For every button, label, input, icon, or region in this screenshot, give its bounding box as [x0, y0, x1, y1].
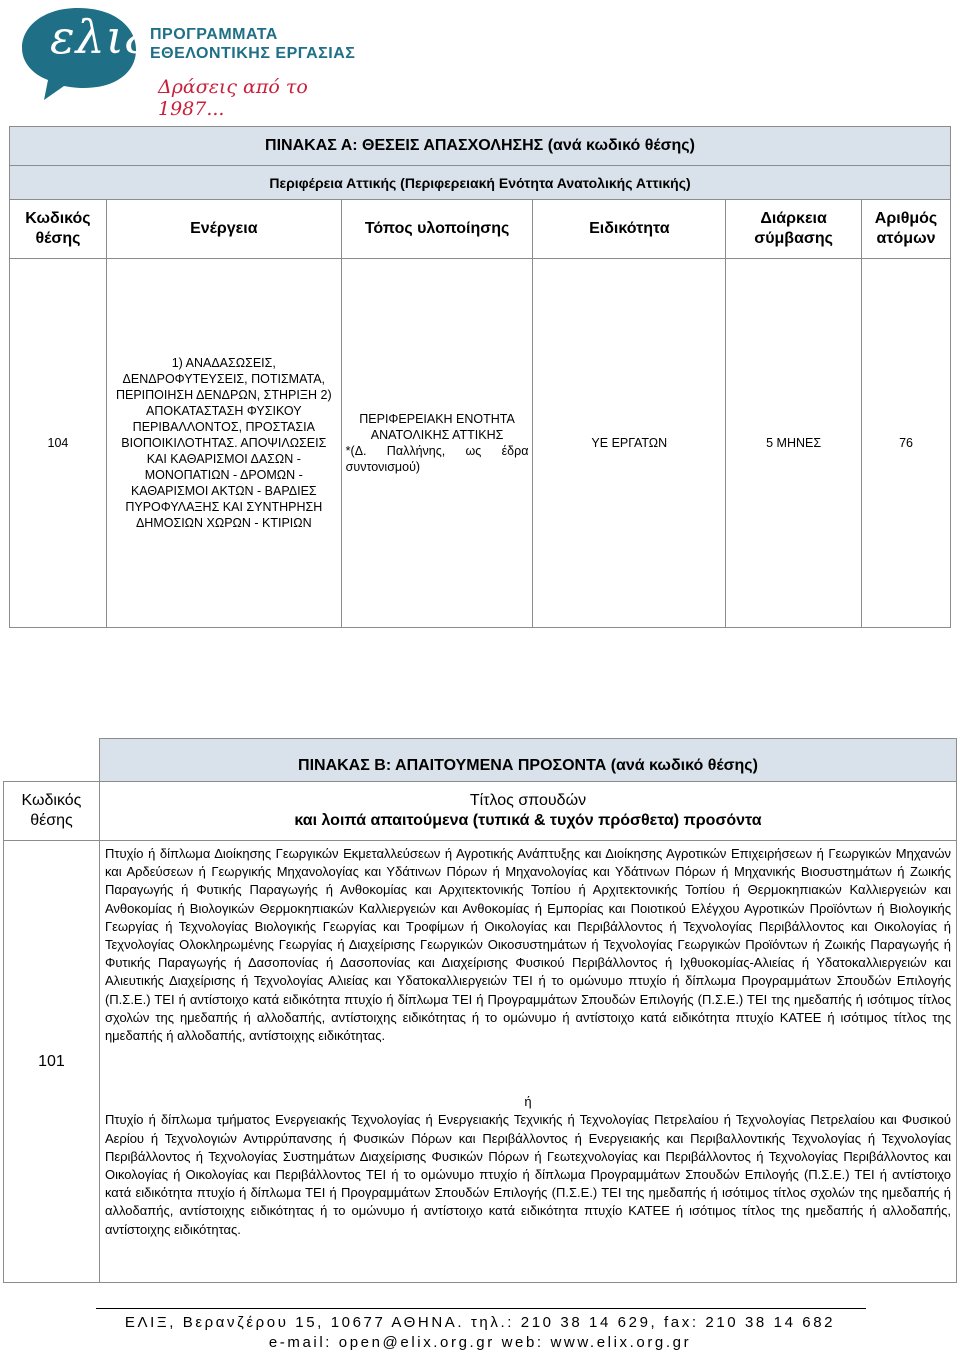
footer-contact: e-mail: open@elix.org.gr web: www.elix.org.gr — [268, 1334, 692, 1351]
header-action: Ενέργεια — [106, 200, 341, 259]
table-row — [4, 841, 957, 1283]
header-persons: Αριθμός ατόμων — [862, 200, 951, 259]
header-specialty: Ειδικότητα — [533, 200, 726, 259]
place-main: ΠΕΡΙΦΕΡΕΙΑΚΗ ΕΝΟΤΗΤΑ ΑΝΑΤΟΛΙΚΗΣ ΑΤΤΙΚΗΣ — [359, 412, 515, 442]
header-place: Τόπος υλοποίησης — [341, 200, 533, 259]
header-code: Κωδικός θέσης — [10, 200, 107, 259]
header-requirements — [99, 782, 956, 841]
table-a-title: ΠΙΝΑΚΑΣ Α: ΘΕΣΕΙΣ ΑΠΑΣΧΟΛΗΣΗΣ (ανά κωδικό θέσης) — [10, 127, 951, 166]
or-separator: ή — [524, 1094, 532, 1110]
cell-place — [341, 259, 533, 628]
footer-address: ΕΛΙΞ, Βερανζέρου 15, 10677 ΑΘΗΝΑ. τηλ.: 210 38 14 629, fax: 210 38 14 682 — [124, 1314, 836, 1331]
table-b-title: ΠΙΝΑΚΑΣ Β: ΑΠΑΙΤΟΥΜΕΝΑ ΠΡΟΣΟΝΤΑ (ανά κωδικό θέσης) — [99, 739, 956, 782]
cell-requirements — [99, 841, 956, 1283]
cell-action: 1) ΑΝΑΔΑΣΩΣΕΙΣ, ΔΕΝΔΡΟΦΥΤΕΥΣΕΙΣ, ΠΟΤΙΣΜΑΤΑ, ΠΕΡΙΠΟΙΗΣΗ ΔΕΝΔΡΩΝ, ΣΤΗΡΙΞΗ 2) ΑΠΟΚΑΤΑΣΤΑΣΗ ΦΥΣΙΚΟΥ ΠΕΡΙΒΑΛΛΟΝΤΟΣ, ΠΡΟΣΤΑΣΙΑ ΒΙΟΠΟΙΚΙΛΟΤΗΤΑΣ. ΑΠΟΨΙΛΩΣΕΙΣ ΚΑΙ ΚΑΘΑΡΙΣΜΟΙ ΔΑΣΩΝ - ΜΟΝΟΠΑΤΙΩΝ - ΔΡΟΜΩΝ - ΚΑΘΑΡΙΣΜΟΙ ΑΚΤΩΝ - ΒΑΡΔΙΕΣ ΠΥΡΟΦΥΛΑΞΗΣ ΚΑΙ ΣΥΝΤΗΡΗΣΗ ΔΗΜΟΣΙΩΝ ΧΩΡΩΝ - ΚΤΙΡΙΩΝ — [106, 259, 341, 628]
place-note: *(Δ. Παλλήνης, ως έδρα συντονισμού) — [345, 444, 529, 474]
logo-wordmark: ελιξ — [50, 10, 152, 64]
logo-title-line2: ΕΘΕΛΟΝΤΙΚΗΣ ΕΡΓΑΣΙΑΣ — [150, 45, 356, 62]
cell-persons: 76 — [862, 259, 951, 628]
logo-title-line1: ΠΡΟΓΡΑΜΜΑΤΑ — [150, 26, 278, 43]
requirements-option-2: Πτυχίο ή δίπλωμα τμήματος Ενεργειακής Τεχνολογίας ή Ενεργειακής Τεχνικής ή Τεχνολογίας Πετρελαίου ή Τεχνολογίας Πετρελαίου και Φυσικού Αερίου ή Τεχνολογιών Αντιρρύπανσης ή Φυσικών Πόρων και Περιβάλλοντος ή Ενεργειακής και Περιβαλλοντικής Τεχνολογίας ή Τεχνολογίας Περιβάλλοντος ή Τεχνολογίας Συστημάτων Διαχείρισης Φυσικών Πόρων ή Γεωτεχνολογίας και Περιβάλλοντος ή Τεχνολογίας Περιβάλλοντος και Οικολογίας ή Οικολογίας και Περιβάλλοντος ΤΕΙ ή το ομώνυμο πτυχίο ή δίπλωμα Προγραμμάτων Σπουδών Επιλογής (Π.Σ.Ε.) ΤΕΙ ή αντίστοιχο κατά ειδικότητα πτυχίο ή δίπλωμα ΤΕΙ ή Προγραμμάτων Σπουδών Επιλογής (Π.Σ.Ε.) ΤΕΙ της ημεδαπής ή ισότιμος τίτλος σχολών της ημεδαπής ή αλλοδαπής, αντίστοιχης ειδικότητας ή το ομώνυμο ή αντίστοιχο κατά ειδικότητα πτυχίο ΚΑΤΕΕ ή ισότιμος τίτλος της ημεδαπής ή αλλοδαπής, αντίστοιχης ειδικότητας. — [104, 1112, 951, 1237]
table-row — [10, 259, 951, 628]
header-requirements-line2: και λοιπά απαιτούμενα (τυπικά & τυχόν πρόσθετα) προσόντα — [294, 812, 762, 829]
header-requirements-line1: Τίτλος σπουδών — [469, 792, 587, 809]
qualifications-table — [3, 738, 957, 1283]
footer-divider — [96, 1308, 866, 1309]
cell-specialty: ΥΕ ΕΡΓΑΤΩΝ — [533, 259, 726, 628]
header-duration: Διάρκεια σύμβασης — [726, 200, 862, 259]
header-code-b: Κωδικός θέσης — [4, 782, 100, 841]
cell-code: 104 — [10, 259, 107, 628]
logo-slogan: Δράσεις από το 1987... — [158, 76, 308, 120]
cell-duration: 5 ΜΗΝΕΣ — [726, 259, 862, 628]
elix-logo — [18, 4, 378, 120]
table-a-subtitle: Περιφέρεια Αττικής (Περιφερειακή Ενότητα Ανατολικής Αττικής) — [10, 166, 951, 200]
requirements-option-1: Πτυχίο ή δίπλωμα Διοίκησης Γεωργικών Εκμεταλλεύσεων ή Αγροτικής Ανάπτυξης και Διοίκησης Αγροτικών Επιχειρήσεων ή Γεωργικών Μηχανών και Αρδεύσεων ή Γεωργικής Μηχανολογίας και Υδάτινων Πόρων ή Μηχανολογίας και Υδάτινων Πόρων ή Μηχανικής Βιοσυστημάτων ή Ζωικής Παραγωγής ή Φυτικής Παραγωγής ή Ανθοκομίας και Αρχιτεκτονικής Τοπίου ή Αρχιτεκτονικής Τοπίου ή Θερμοκηπιακών Καλλιεργειών και Ανθοκομίας ή Βιολογικών Θερμοκηπιακών Καλλιεργειών και Ανθοκομίας ή Εμπορίας και Ποιοτικού Ελέγχου Αγροτικών Προϊόντων ή Βιολογικής Γεωργίας ή Τεχνολογίας Βιολογικής Γεωργίας και Τροφίμων ή Οικολογίας και Περιβάλλοντος ή Τεχνολογίας Περιβάλλοντος και Οικολογίας ή Τεχνολογίας Ολοκληρωμένης Γεωργίας ή Διαχείρισης Γεωργικών Οικοσυστημάτων ή Τεχνολογίας Γεωργικών Προϊόντων ή Ζωικής Παραγωγής ή Φυτικής Παραγωγής ή Δασοπονίας ή Δασοπονίας και Διαχείρισης Φυσικού Περιβάλλοντος ή Ιχθυοκομίας-Αλιείας ή Υδατοκαλλιεργειών και Αλιευτικής Διαχείρισης ή Τεχνολογίας Αλιείας και Υδατοκαλλιεργειών ΤΕΙ ή το ομώνυμο πτυχίο ή δίπλωμα Προγραμμάτων Σπουδών Επιλογής (Π.Σ.Ε.) ΤΕΙ ή αντίστοιχο κατά ειδικότητα πτυχίο ή δίπλωμα ΤΕΙ ή Προγραμμάτων Σπουδών Επιλογής (Π.Σ.Ε.) ΤΕΙ της ημεδαπής ή ισότιμος τίτλος σχολών της ημεδαπής ή αλλοδαπής, αντίστοιχης ειδικότητας ή το ομώνυμο ή αντίστοιχο κατά ειδικότητα πτυχίο ΚΑΤΕΕ ή ισότιμος τίτλος της ημεδαπής ή αλλοδαπής, αντίστοιχης ειδικότητας. — [104, 846, 951, 1044]
positions-table — [9, 126, 951, 628]
cell-code-b: 101 — [4, 841, 100, 1283]
